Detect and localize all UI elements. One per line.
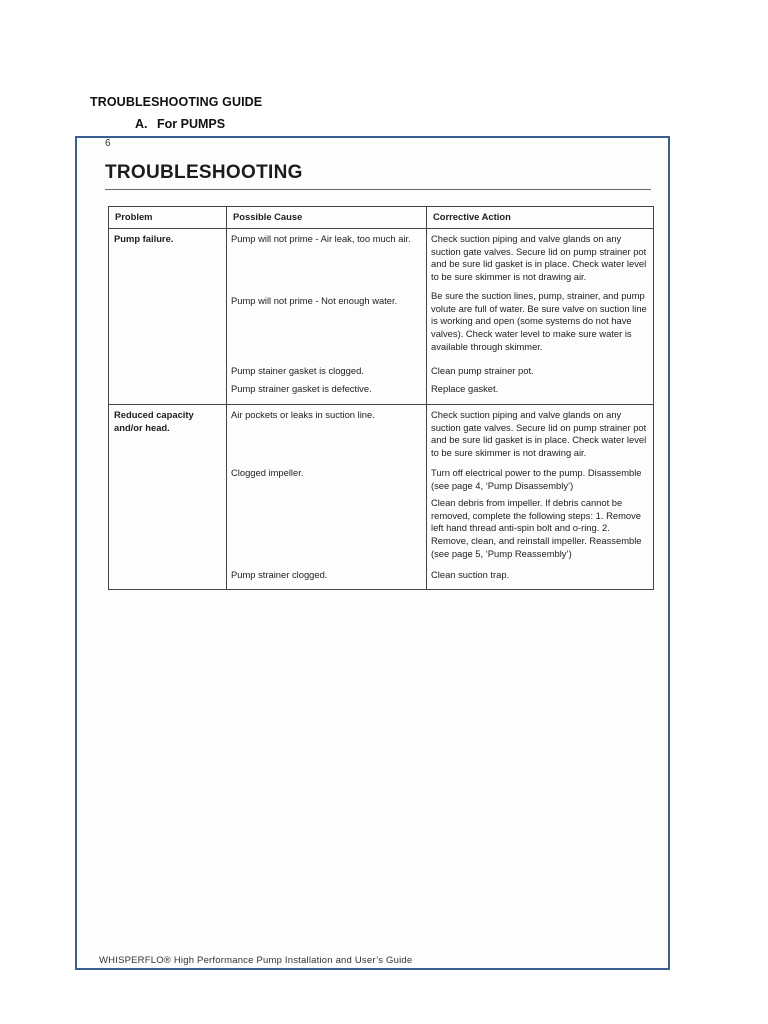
action-text: Replace gasket. [431,383,499,394]
subheading-label: A. [135,117,148,131]
title-divider [105,189,651,190]
column-header-cause: Possible Cause [227,207,427,229]
cause-cell [227,405,427,590]
action-text: Check suction piping and valve glands on any suction gate valves. Secure lid on pump strainer pot and be sure lid gasket is in place. Check water level to be sure skimmer is not drawing air. [431,409,647,459]
action-text: Clean pump strainer pot. [431,365,534,376]
cause-cell [227,229,427,405]
page-footer: WHISPERFLO® High Performance Pump Installation and User’s Guide [99,955,413,966]
cause-text: Clogged impeller. [231,467,304,478]
action-text: Clean suction trap. [431,569,510,580]
problem-cell: Pump failure. [109,229,227,405]
table-row [109,229,654,405]
problem-cell: Reduced capacity and/or head. [109,405,227,590]
action-text: Be sure the suction lines, pump, strainer, and pump volute are full of water. Be sure valve on suction line is working and open (some systems do not have valves). Check water level to make sure water is available through skimmer. [431,290,647,352]
action-text: Clean debris from impeller. If debris cannot be removed, complete the following steps: 1. Remove left hand thread anti-spin bolt and o-ring. 2. Remove, clean, and reinstall impeller. Reassemble (see page 5, ‘Pump Reassembly’) [431,497,642,559]
scan-title: TROUBLESHOOTING [105,162,303,183]
document-subheading [135,117,225,131]
cause-text: Pump will not prime - Air leak, too much air. [231,233,411,244]
cause-text: Pump strainer gasket is defective. [231,383,372,394]
table-row [109,405,654,590]
cause-text: Pump will not prime - Not enough water. [231,295,398,306]
document-heading: TROUBLESHOOTING GUIDE [90,95,263,109]
action-cell [427,405,654,590]
cause-text: Pump stainer gasket is clogged. [231,365,364,376]
page-number: 6 [105,138,111,149]
column-header-action: Corrective Action [427,207,654,229]
action-text: Check suction piping and valve glands on any suction gate valves. Secure lid on pump strainer pot and be sure lid gasket is in place. Check water level to be sure skimmer is not drawing air. [431,233,647,283]
scanned-page-image [75,136,670,970]
table-header-row [109,207,654,229]
cause-text: Air pockets or leaks in suction line. [231,409,375,420]
action-text: Turn off electrical power to the pump. Disassemble (see page 4, ‘Pump Disassembly’) [431,467,642,491]
column-header-problem: Problem [109,207,227,229]
troubleshooting-table [108,206,654,590]
cause-text: Pump strainer clogged. [231,569,328,580]
action-cell [427,229,654,405]
subheading-text: For PUMPS [157,117,226,131]
